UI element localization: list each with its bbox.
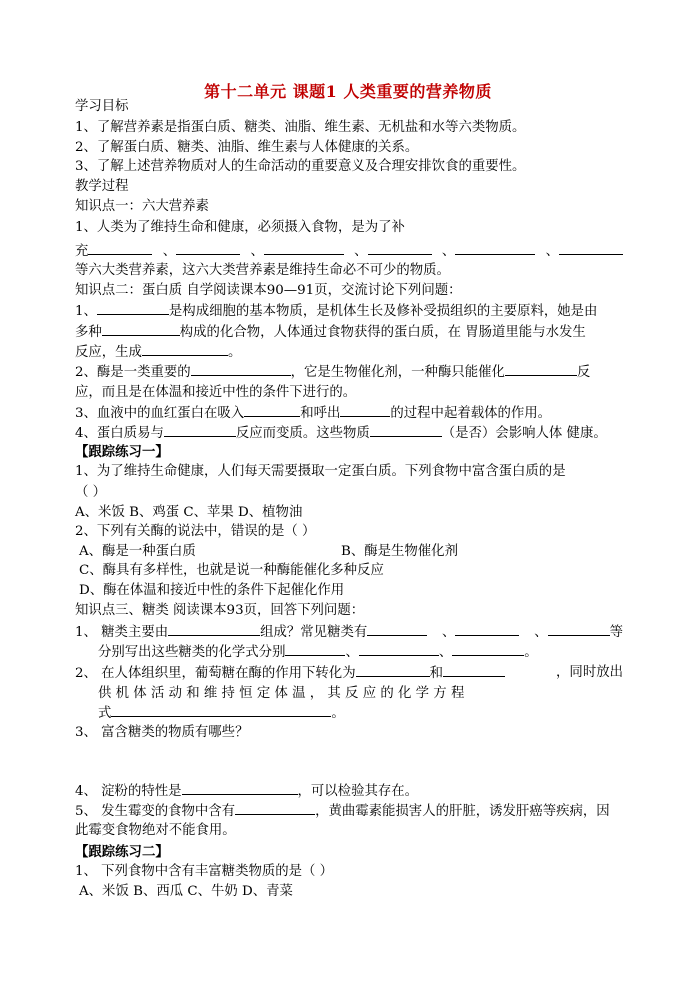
answer-blank[interactable] [455,623,519,636]
p1-q1-options: A、米饭 B、鸡蛋 C、苹果 D、植物油 [75,505,303,520]
answer-blank[interactable] [168,623,260,636]
k3-q2-line1: 2、 在人体组织里，葡萄糖在酶的作用下转化为 和 ，同时放出 [75,665,623,681]
k1-q1-end: 等六大类营养素，这六大类营养素是维持生命必不可少的物质。 [75,263,450,278]
answer-blank[interactable] [443,664,505,677]
answer-blank[interactable] [455,242,535,255]
k2-q1-line2: 多种 构成的化合物，人体通过食物获得的蛋白质，在 胃肠道里能与水发生 [75,325,586,340]
goal-1: 1、了解营养素是指蛋白质、糖类、油脂、维生素、无机盐和水等六类物质。 [75,120,526,135]
page-title: 第十二单元 课题1 人类重要的营养物质 [204,82,492,101]
answer-blank[interactable] [164,424,236,437]
answer-blank[interactable] [264,242,344,255]
separator: 、 [162,244,177,259]
k1-text: 充 [75,244,89,259]
k3-q1-line2: 分别写出这些糖类的化学式分别 、 、 。 [98,645,538,660]
k1-blanks-row [75,242,623,261]
answer-blank[interactable] [97,302,169,315]
k2-q3: 3、血液中的血红蛋白在吸入 和呼出 的过程中起着载体的作用。 [75,406,552,421]
p1-q2-option-a: A、酶是一种蛋白质 [79,544,196,559]
p1-q1: 1、为了维持生命健康，人们每天需要摄取一定蛋白质。下列食物中富含蛋白质的是 [75,464,566,479]
k1-heading: 知识点一：六大营养素 [75,199,209,214]
k2-heading: 知识点二：蛋白质 自学阅读课本90—91页，交流讨论下列问题： [75,283,462,298]
k1-q1: 1、人类为了维持生命和健康，必须摄入食物，是为了补 [75,220,405,235]
k2-q4: 4、蛋白质易与 反应而变质。这些物质 （是否）会影响人体 健康。 [75,426,607,441]
k2-q1-line1: 1、 是构成细胞的基本物质，是机体生长及修补受损组织的主要原料，她是由 [75,304,598,319]
p1-q2-option-b: B、酶是生物催化剂 [341,544,458,559]
k2-q2-line1: 2、酶是一类重要的 ，它是生物催化剂，一种酶只能催化 反 [75,365,591,380]
answer-blank[interactable] [191,363,291,376]
answer-blank[interactable] [235,802,315,815]
answer-blank[interactable] [244,404,300,417]
separator: 、 [545,244,559,259]
answer-blank[interactable] [548,623,610,636]
answer-blank[interactable] [182,782,298,795]
p1-q2-option-c: C、酶具有多样性，也就是说一种酶能催化多种反应 [79,563,384,578]
answer-blank[interactable] [452,643,524,656]
answer-blank[interactable] [340,404,390,417]
k3-q2-line3: 式 。 [98,706,345,721]
answer-blank[interactable] [559,242,623,255]
k3-q5-line2: 此霉变食物绝对不能食用。 [75,823,236,838]
answer-blank[interactable] [88,242,152,255]
answer-blank[interactable] [368,242,432,255]
practice2-heading: 【跟踪练习二】 [75,844,169,860]
separator: 、 [441,244,456,259]
p2-q1-options: A、米饭 B、西瓜 C、牛奶 D、青菜 [79,884,293,899]
answer-blank[interactable] [370,424,442,437]
k2-q1-line3: 反应，生成 。 [75,345,242,360]
answer-blank[interactable] [111,704,331,717]
answer-blank[interactable] [176,242,240,255]
k3-q4: 4、 淀粉的特性是 ，可以检验其存在。 [75,784,419,799]
k3-q2-line2: 供 机 体 活 动 和 维 持 恒 定 体 温 ， 其 反 应 的 化 学 方 程 [98,686,465,701]
k2-q2-line2: 应，而且是在体温和接近中性的条件下进行的。 [75,385,357,400]
practice1-heading: 【跟踪练习一】 [75,444,169,460]
separator: 、 [354,244,368,259]
k3-q1-line1: 1、 糖类主要由 组成？常见糖类有 、 、 等 [75,625,623,640]
answer-blank[interactable] [359,643,439,656]
p1-q2: 2、下列有关酶的说法中，错误的是（ ） [75,524,316,539]
k3-q5-line1: 5、 发生霉变的食物中含有 ，黄曲霉素能损害人的肝脏，诱发肝癌等疾病，因 [75,804,610,819]
p1-q2-option-d: D、酶在体温和接近中性的条件下起催化作用 [79,583,345,598]
k3-q3: 3、 富含糖类的物质有哪些？ [75,725,249,740]
p2-q1: 1、 下列食物中含有丰富糖类物质的是（ ） [75,864,334,879]
answer-blank[interactable] [102,323,180,336]
separator: 、 [250,244,264,259]
answer-blank[interactable] [367,623,427,636]
p1-q1-paren: （ ） [75,485,107,500]
answer-blank[interactable] [142,343,228,356]
goal-3: 3、了解上述营养物质对人的生命活动的重要意义及合理安排饮食的重要性。 [75,159,526,174]
goals-heading: 学习目标 [75,99,129,114]
process-heading: 教学过程 [75,179,129,194]
answer-blank[interactable] [505,363,577,376]
goal-2: 2、了解蛋白质、糖类、油脂、维生素与人体健康的关系。 [75,140,419,155]
answer-blank[interactable] [356,664,430,677]
answer-blank[interactable] [285,643,345,656]
k3-heading: 知识点三、糖类 阅读课本93页，回答下列问题： [75,603,365,618]
